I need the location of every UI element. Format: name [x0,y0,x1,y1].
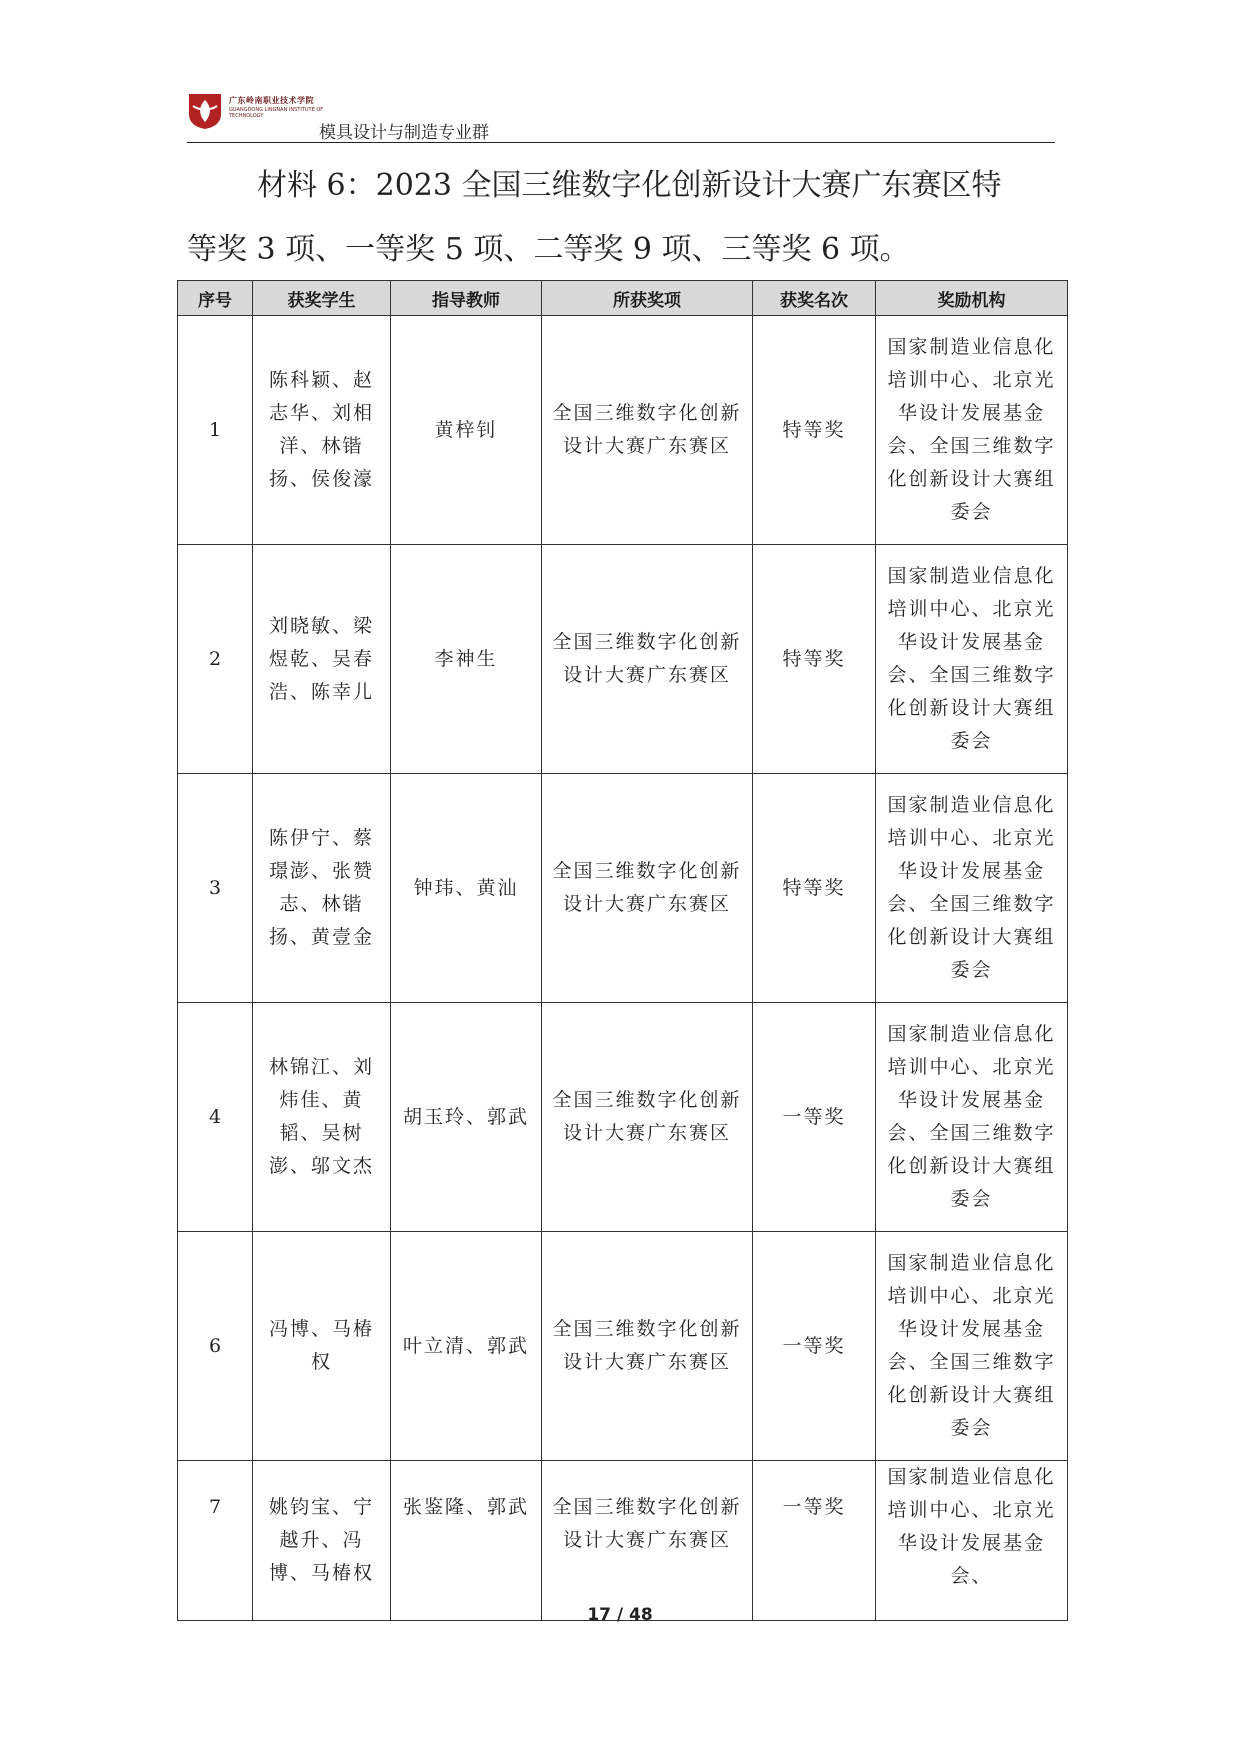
school-name-cn: 广东岭南职业技术学院 [229,96,314,105]
column-header-organization: 奖励机构 [876,281,1068,316]
page-header [187,86,1055,146]
header-divider [187,142,1055,143]
awards-table [177,280,1068,1621]
cell-teacher: 钟玮、黄汕 [391,774,542,1003]
cell-index: 3 [178,774,253,1003]
cell-students: 陈科颖、赵志华、刘相洋、林锴扬、侯俊濠 [253,316,391,545]
cell-students: 林锦江、刘炜佳、黄韬、吴树澎、邬文杰 [253,1003,391,1232]
table-row [178,1232,1068,1461]
cell-rank: 特等奖 [753,774,876,1003]
program-group-name: 模具设计与制造专业群 [319,123,489,143]
cell-rank: 特等奖 [753,316,876,545]
column-header-students: 获奖学生 [253,281,391,316]
cell-students: 冯博、马椿权 [253,1232,391,1461]
cell-competition: 全国三维数字化创新设计大赛广东赛区 [542,1003,753,1232]
cell-students: 姚钧宝、宁越升、冯博、马椿权 [253,1461,391,1621]
cell-competition: 全国三维数字化创新设计大赛广东赛区 [542,774,753,1003]
cell-rank: 一等奖 [753,1232,876,1461]
table-row [178,1003,1068,1232]
table-row [178,1461,1068,1621]
table-row [178,316,1068,545]
cell-teacher: 叶立清、郭武 [391,1232,542,1461]
cell-organization: 国家制造业信息化培训中心、北京光华设计发展基金会、全国三维数字化创新设计大赛组委会 [876,1232,1068,1461]
cell-organization: 国家制造业信息化培训中心、北京光华设计发展基金会、 [876,1461,1068,1621]
cell-students: 刘晓敏、梁煜乾、吴春浩、陈幸儿 [253,545,391,774]
cell-organization: 国家制造业信息化培训中心、北京光华设计发展基金会、全国三维数字化创新设计大赛组委会 [876,316,1068,545]
heading-line-1: 材料 6：2023 全国三维数字化创新设计大赛广东赛区特 [257,168,1002,203]
cell-index: 7 [178,1461,253,1621]
column-header-teacher: 指导教师 [391,281,542,316]
cell-teacher: 黄梓钊 [391,316,542,545]
cell-organization: 国家制造业信息化培训中心、北京光华设计发展基金会、全国三维数字化创新设计大赛组委会 [876,545,1068,774]
cell-competition: 全国三维数字化创新设计大赛广东赛区 [542,1232,753,1461]
table-header-row [178,281,1068,316]
column-header-competition: 所获奖项 [542,281,753,316]
column-header-rank: 获奖名次 [753,281,876,316]
cell-rank: 一等奖 [753,1461,876,1621]
heading-line-2: 等奖 3 项、一等奖 5 项、二等奖 9 项、三等奖 6 项。 [187,232,910,267]
school-name-en: GUANGDONG LINGNAN INSTITUTE OF TECHNOLOGY [229,107,324,119]
cell-organization: 国家制造业信息化培训中心、北京光华设计发展基金会、全国三维数字化创新设计大赛组委会 [876,1003,1068,1232]
material-heading [187,154,1055,282]
cell-index: 2 [178,545,253,774]
cell-teacher: 张鉴隆、郭武 [391,1461,542,1621]
cell-students: 陈伊宁、蔡璟澎、张赞志、林锴扬、黄壹金 [253,774,391,1003]
cell-organization: 国家制造业信息化培训中心、北京光华设计发展基金会、全国三维数字化创新设计大赛组委会 [876,774,1068,1003]
cell-rank: 特等奖 [753,545,876,774]
cell-rank: 一等奖 [753,1003,876,1232]
cell-competition: 全国三维数字化创新设计大赛广东赛区 [542,545,753,774]
cell-index: 1 [178,316,253,545]
cell-competition: 全国三维数字化创新设计大赛广东赛区 [542,1461,753,1621]
school-logo-icon [187,92,223,130]
table-row [178,545,1068,774]
table-row [178,774,1068,1003]
cell-index: 4 [178,1003,253,1232]
cell-competition: 全国三维数字化创新设计大赛广东赛区 [542,316,753,545]
cell-teacher: 李神生 [391,545,542,774]
page-number: 17 / 48 [587,1605,653,1625]
cell-teacher: 胡玉玲、郭武 [391,1003,542,1232]
cell-index: 6 [178,1232,253,1461]
column-header-index: 序号 [178,281,253,316]
